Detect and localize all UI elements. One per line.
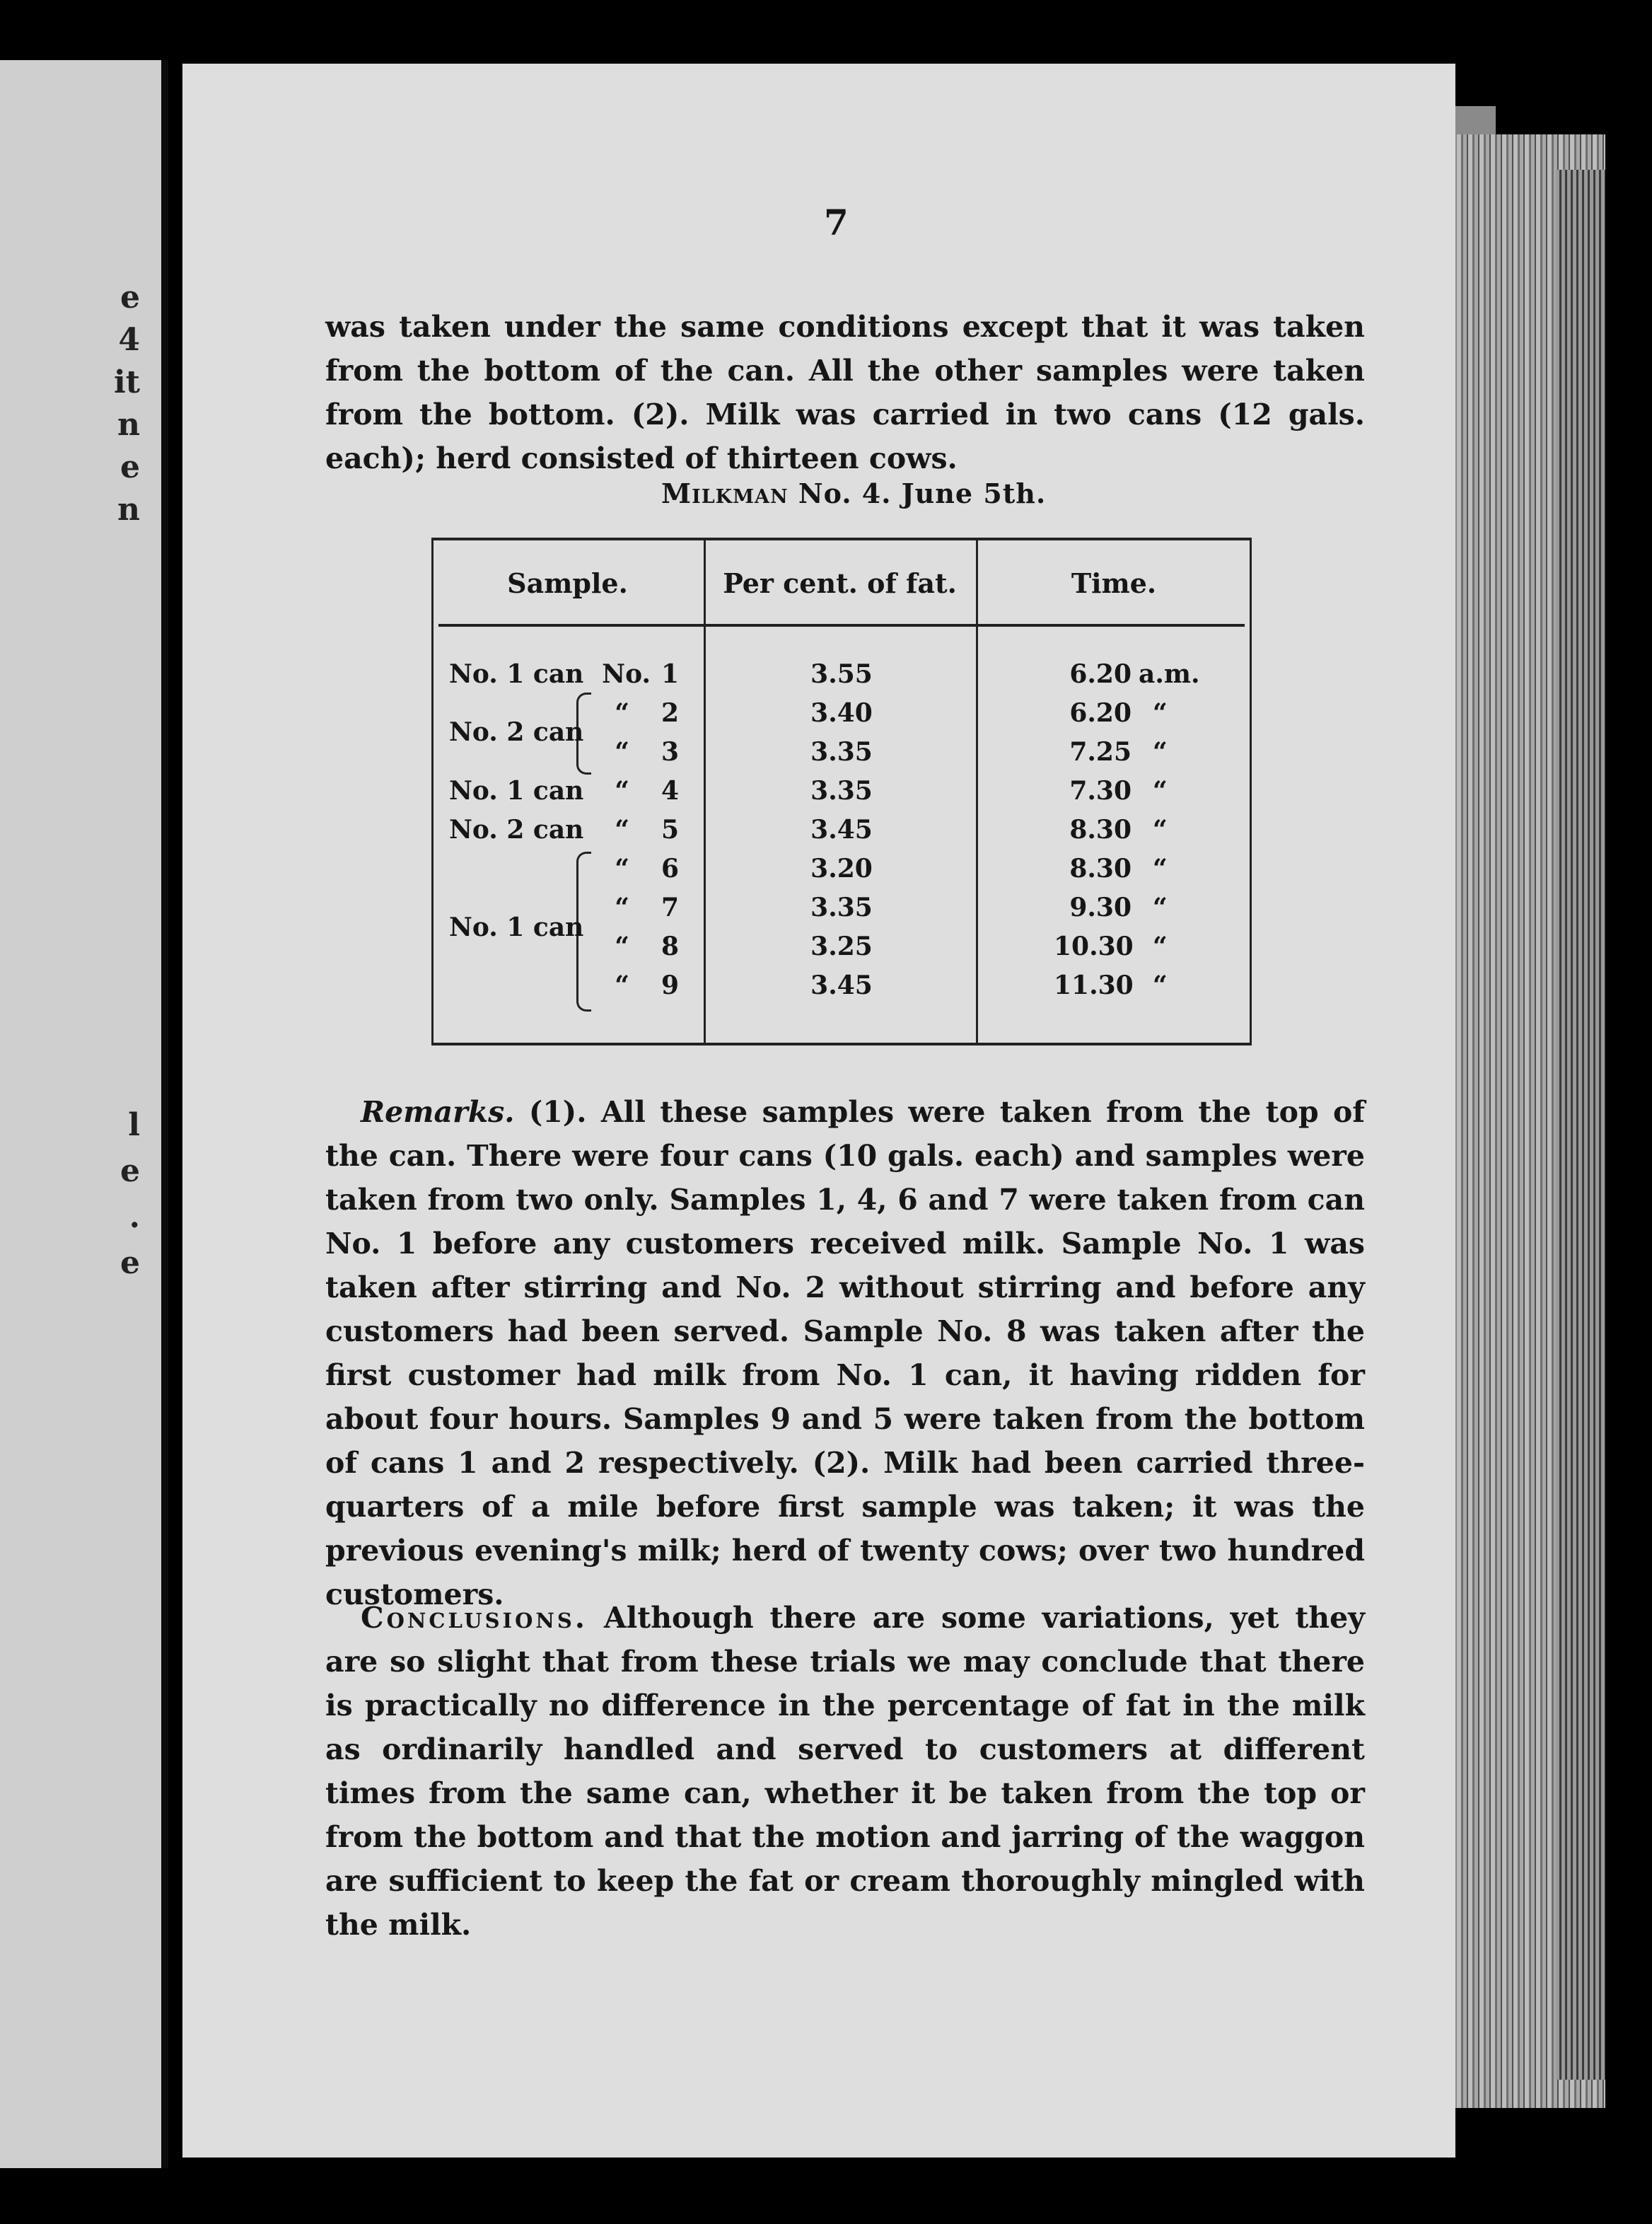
caption-prefix: Milkman <box>661 477 789 509</box>
remarks-label: Remarks. <box>361 1095 515 1129</box>
page-number: 7 <box>824 202 849 243</box>
cell-mark: “ <box>615 971 629 1000</box>
cell-fat: 3.35 <box>810 737 873 767</box>
cell-num: 9 <box>661 971 679 1000</box>
cell-num: 8 <box>661 932 679 961</box>
cell-time: 7.30 <box>1069 776 1132 806</box>
table-row <box>431 854 1252 893</box>
milk-fat-table <box>431 538 1252 1046</box>
table-row <box>431 893 1252 942</box>
cell-ampm: “ <box>1153 971 1168 1000</box>
left-fragment: l <box>128 1107 140 1143</box>
header-sample: Sample. <box>507 567 628 599</box>
conclusions-label: Conclusions. <box>361 1601 588 1635</box>
cell-fat: 3.20 <box>810 854 873 884</box>
gutter <box>161 60 168 2168</box>
cell-time: 6.20 <box>1069 698 1132 728</box>
table-row <box>431 717 1252 777</box>
left-fragment: e <box>120 279 140 315</box>
cell-num: 1 <box>661 659 679 689</box>
table-row <box>431 971 1252 1010</box>
table-row <box>431 776 1252 816</box>
table-row <box>431 815 1252 855</box>
header-fat: Per cent. of fat. <box>723 567 957 599</box>
left-fragment: it <box>113 364 140 400</box>
cell-mark: “ <box>615 737 629 767</box>
table-caption <box>661 477 1046 509</box>
cell-time: 8.30 <box>1069 815 1132 845</box>
cell-ampm: “ <box>1153 932 1168 961</box>
cell-num: 2 <box>661 698 679 728</box>
table-row <box>431 659 1252 699</box>
header-time: Time. <box>1071 567 1157 599</box>
cell-num: 6 <box>661 854 679 884</box>
left-fragment: e <box>120 449 140 485</box>
conclusions-text: Although there are some variations, yet they are so slight that from these trials we may conclude that there is practically no difference in the percentage of fat in the milk as ordinarily handled and served to customers at different times from the same can, whether it be taken from the top or from the bottom and that the motion and jarring of the waggon are sufficient to keep the fat or cream thoroughly mingled with the milk. <box>325 1601 1365 1942</box>
caption-rest: No. 4. June 5th. <box>798 477 1047 509</box>
cell-fat: 3.35 <box>810 893 873 922</box>
conclusions-paragraph <box>325 1596 1365 1947</box>
intro-paragraph: was taken under the same conditions except that it was taken from the bottom of the can. All the other samples were taken from the bottom. (2). Milk was carried in two cans (12 gals. each); herd consisted of thirteen cows. <box>325 310 1365 475</box>
cell-num: 3 <box>661 737 679 767</box>
cell-mark: “ <box>615 776 629 806</box>
cell-mark: No. <box>602 659 651 689</box>
cell-can: No. 1 can <box>449 913 584 942</box>
cell-ampm: “ <box>1153 815 1168 845</box>
cell-mark: “ <box>615 815 629 845</box>
cell-can: No. 1 can <box>449 659 584 689</box>
cell-num: 4 <box>661 776 679 806</box>
cell-ampm: “ <box>1153 776 1168 806</box>
left-fragment: e <box>120 1153 140 1189</box>
cell-time: 7.25 <box>1069 737 1132 767</box>
cell-ampm: “ <box>1153 854 1168 884</box>
remarks-text: (1). All these samples were taken from the top of the can. There were four cans (10 gals. each) and samples were taken from two only. Samples 1, 4, 6 and 7 were taken from can No. 1 before any customers received milk. Sample No. 1 was taken after stirring and No. 2 without stirring and before any customers had been served. Sample No. 8 was taken after the first customer had milk from No. 1 can, it having ridden for about four hours. Samples 9 and 5 were taken from the bottom of cans 1 and 2 respectively. (2). Milk had been carried three-quarters of a mile before first sample was taken; it was the previous evening's milk; herd of twenty cows; over two hundred customers. <box>325 1095 1365 1611</box>
table-row <box>431 932 1252 971</box>
cell-ampm: a.m. <box>1139 659 1200 689</box>
left-fragment: e <box>120 1245 140 1281</box>
cell-fat: 3.45 <box>810 971 873 1000</box>
left-fragment: n <box>117 407 140 443</box>
cell-fat: 3.55 <box>810 659 873 689</box>
cell-can: No. 2 can <box>449 717 584 747</box>
cell-mark: “ <box>615 698 629 728</box>
left-page <box>0 60 168 2168</box>
cell-time: 10.30 <box>1054 932 1134 961</box>
cell-fat: 3.35 <box>810 776 873 806</box>
cell-ampm: “ <box>1153 737 1168 767</box>
cell-ampm: “ <box>1153 698 1168 728</box>
cell-time: 6.20 <box>1069 659 1132 689</box>
cell-mark: “ <box>615 854 629 884</box>
cell-fat: 3.40 <box>810 698 873 728</box>
cell-fat: 3.25 <box>810 932 873 961</box>
left-fragment: . <box>129 1199 140 1235</box>
cell-num: 5 <box>661 815 679 845</box>
header-rule <box>438 624 1245 627</box>
remarks-paragraph <box>325 1090 1365 1616</box>
cell-can: No. 1 can <box>449 776 584 806</box>
cell-mark: “ <box>615 893 629 922</box>
cell-mark: “ <box>615 932 629 961</box>
cell-time: 11.30 <box>1054 971 1134 1000</box>
cell-time: 8.30 <box>1069 854 1132 884</box>
cell-num: 7 <box>661 893 679 922</box>
left-fragment: 4 <box>118 322 140 358</box>
page-edges-outer <box>1556 170 1605 2080</box>
cell-fat: 3.45 <box>810 815 873 845</box>
cell-ampm: “ <box>1153 893 1168 922</box>
cell-can: No. 2 can <box>449 815 584 845</box>
left-fragment: n <box>117 492 140 528</box>
cell-time: 9.30 <box>1069 893 1132 922</box>
